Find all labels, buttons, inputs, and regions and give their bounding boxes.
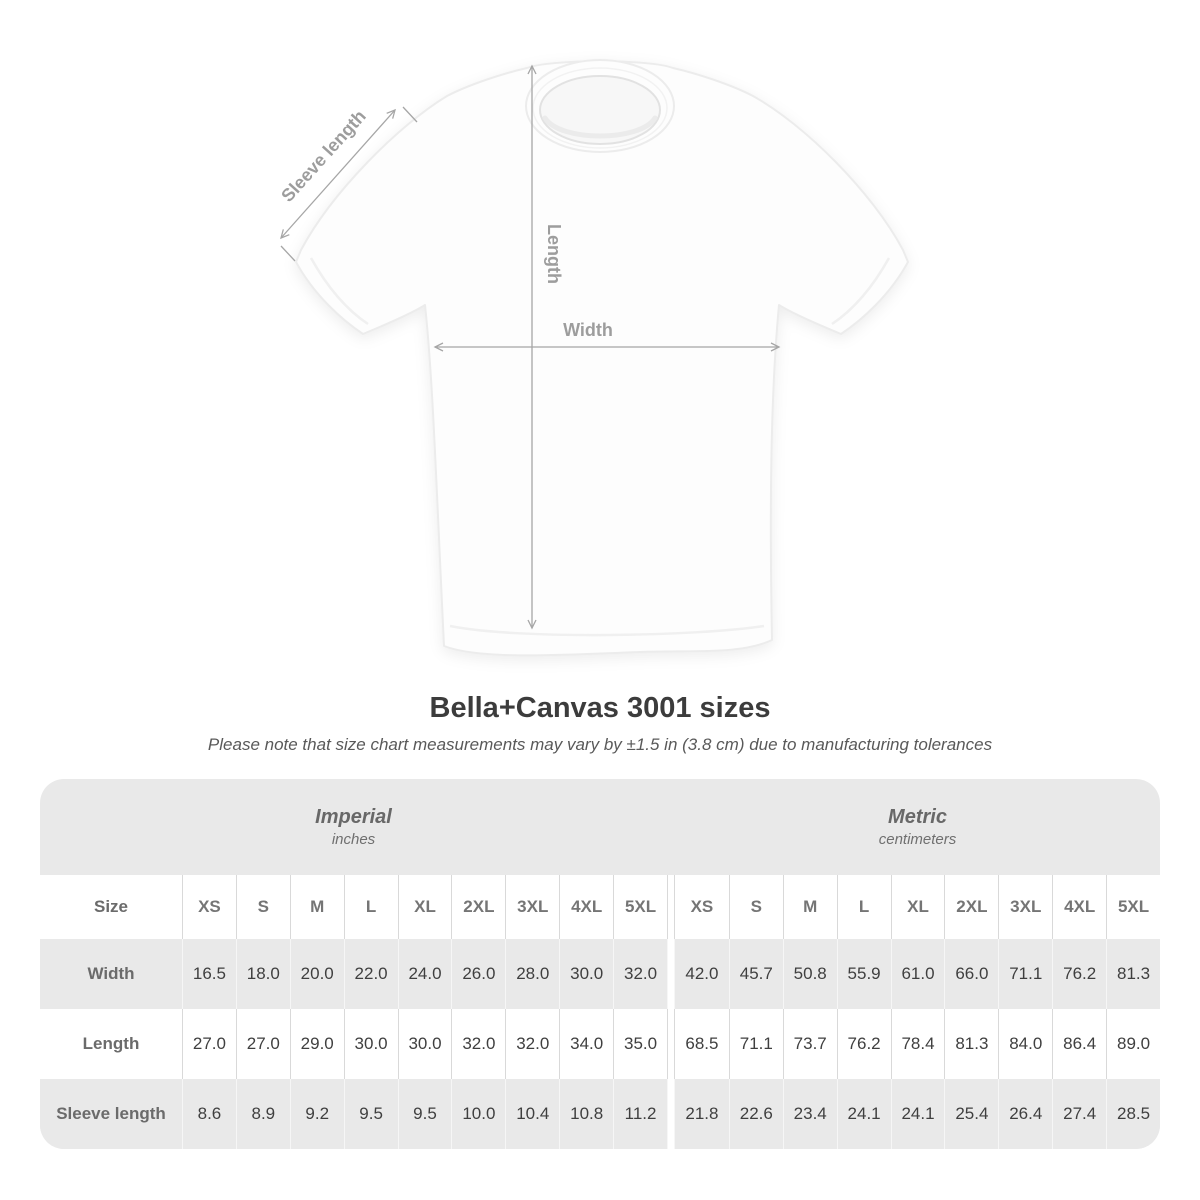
size-col-header: 5XL	[1106, 875, 1160, 939]
value-cell: 81.3	[1106, 939, 1160, 1009]
value-cell: 32.0	[505, 1009, 559, 1079]
value-cell: 84.0	[998, 1009, 1052, 1079]
value-cell: 23.4	[783, 1079, 837, 1149]
imperial-unit-label: inches	[331, 831, 376, 848]
value-cell: 73.7	[783, 1009, 837, 1079]
value-cell: 32.0	[613, 939, 667, 1009]
value-cell: 8.9	[236, 1079, 290, 1149]
imperial-group-header	[40, 779, 667, 875]
sleeve-extension-tick-bottom	[281, 246, 295, 261]
unit-system-divider	[667, 1009, 675, 1079]
value-cell: 28.0	[505, 939, 559, 1009]
value-cell: 27.0	[236, 1009, 290, 1079]
value-cell: 9.5	[398, 1079, 452, 1149]
metric-unit-label: centimeters	[878, 831, 957, 848]
value-cell: 10.0	[451, 1079, 505, 1149]
size-col-header: S	[236, 875, 290, 939]
value-cell: 18.0	[236, 939, 290, 1009]
value-cell: 29.0	[290, 1009, 344, 1079]
size-col-header: 4XL	[1052, 875, 1106, 939]
page-title: Bella+Canvas 3001 sizes	[429, 692, 771, 724]
size-col-header: XL	[398, 875, 452, 939]
tolerance-note: Please note that size chart measurements may vary by ±1.5 in (3.8 cm) due to manufacturing tolerances	[207, 735, 993, 754]
value-cell: 24.1	[837, 1079, 891, 1149]
value-cell: 28.5	[1106, 1079, 1160, 1149]
size-col-header: S	[729, 875, 783, 939]
value-cell: 26.0	[451, 939, 505, 1009]
row-label-width: Width	[40, 939, 182, 1009]
size-col-header: M	[290, 875, 344, 939]
size-chart-heading	[0, 690, 1200, 757]
value-cell: 24.1	[891, 1079, 945, 1149]
size-col-header: L	[344, 875, 398, 939]
value-cell: 81.3	[944, 1009, 998, 1079]
size-col-header: XL	[891, 875, 945, 939]
size-col-header: XS	[675, 875, 729, 939]
value-cell: 89.0	[1106, 1009, 1160, 1079]
value-cell: 71.1	[729, 1009, 783, 1079]
unit-system-divider	[667, 1079, 675, 1149]
sleeve-length-label: Sleeve length	[277, 106, 370, 206]
value-cell: 20.0	[290, 939, 344, 1009]
size-header-row	[40, 875, 1160, 939]
value-cell: 10.8	[559, 1079, 613, 1149]
unit-group-header-row	[40, 779, 1160, 875]
imperial-label: Imperial	[315, 806, 392, 828]
value-cell: 50.8	[783, 939, 837, 1009]
value-cell: 42.0	[675, 939, 729, 1009]
value-cell: 11.2	[613, 1079, 667, 1149]
value-cell: 76.2	[1052, 939, 1106, 1009]
table-row-sleeve-length	[40, 1079, 1160, 1149]
row-label-length: Length	[40, 1009, 182, 1079]
value-cell: 25.4	[944, 1079, 998, 1149]
value-cell: 71.1	[998, 939, 1052, 1009]
value-cell: 66.0	[944, 939, 998, 1009]
size-col-header: 5XL	[613, 875, 667, 939]
value-cell: 30.0	[559, 939, 613, 1009]
size-chart-table	[40, 779, 1160, 1149]
unit-system-divider	[667, 875, 675, 939]
row-label-sleeve-length: Sleeve length	[40, 1079, 182, 1149]
tshirt-illustration	[296, 60, 908, 655]
value-cell: 30.0	[398, 1009, 452, 1079]
size-col-header: 2XL	[944, 875, 998, 939]
value-cell: 61.0	[891, 939, 945, 1009]
size-col-header: 4XL	[559, 875, 613, 939]
value-cell: 22.0	[344, 939, 398, 1009]
size-col-header: L	[837, 875, 891, 939]
table-row-width	[40, 939, 1160, 1009]
value-cell: 76.2	[837, 1009, 891, 1079]
metric-group-header	[675, 779, 1160, 875]
size-col-header: XS	[182, 875, 236, 939]
unit-system-divider	[667, 939, 675, 1009]
value-cell: 21.8	[675, 1079, 729, 1149]
size-col-header: 2XL	[451, 875, 505, 939]
value-cell: 22.6	[729, 1079, 783, 1149]
value-cell: 9.5	[344, 1079, 398, 1149]
size-col-header: M	[783, 875, 837, 939]
width-label: Width	[563, 320, 613, 340]
value-cell: 24.0	[398, 939, 452, 1009]
value-cell: 34.0	[559, 1009, 613, 1079]
value-cell: 26.4	[998, 1079, 1052, 1149]
size-col-header: 3XL	[505, 875, 559, 939]
value-cell: 27.0	[182, 1009, 236, 1079]
value-cell: 45.7	[729, 939, 783, 1009]
length-label: Length	[544, 224, 564, 284]
value-cell: 32.0	[451, 1009, 505, 1079]
sleeve-extension-tick-top	[403, 107, 417, 122]
value-cell: 27.4	[1052, 1079, 1106, 1149]
size-row-header: Size	[40, 875, 182, 939]
value-cell: 35.0	[613, 1009, 667, 1079]
value-cell: 78.4	[891, 1009, 945, 1079]
value-cell: 55.9	[837, 939, 891, 1009]
metric-label: Metric	[888, 806, 947, 828]
value-cell: 86.4	[1052, 1009, 1106, 1079]
size-col-header: 3XL	[998, 875, 1052, 939]
value-cell: 68.5	[675, 1009, 729, 1079]
value-cell: 9.2	[290, 1079, 344, 1149]
table-row-length	[40, 1009, 1160, 1079]
value-cell: 16.5	[182, 939, 236, 1009]
value-cell: 8.6	[182, 1079, 236, 1149]
value-cell: 30.0	[344, 1009, 398, 1079]
value-cell: 10.4	[505, 1079, 559, 1149]
